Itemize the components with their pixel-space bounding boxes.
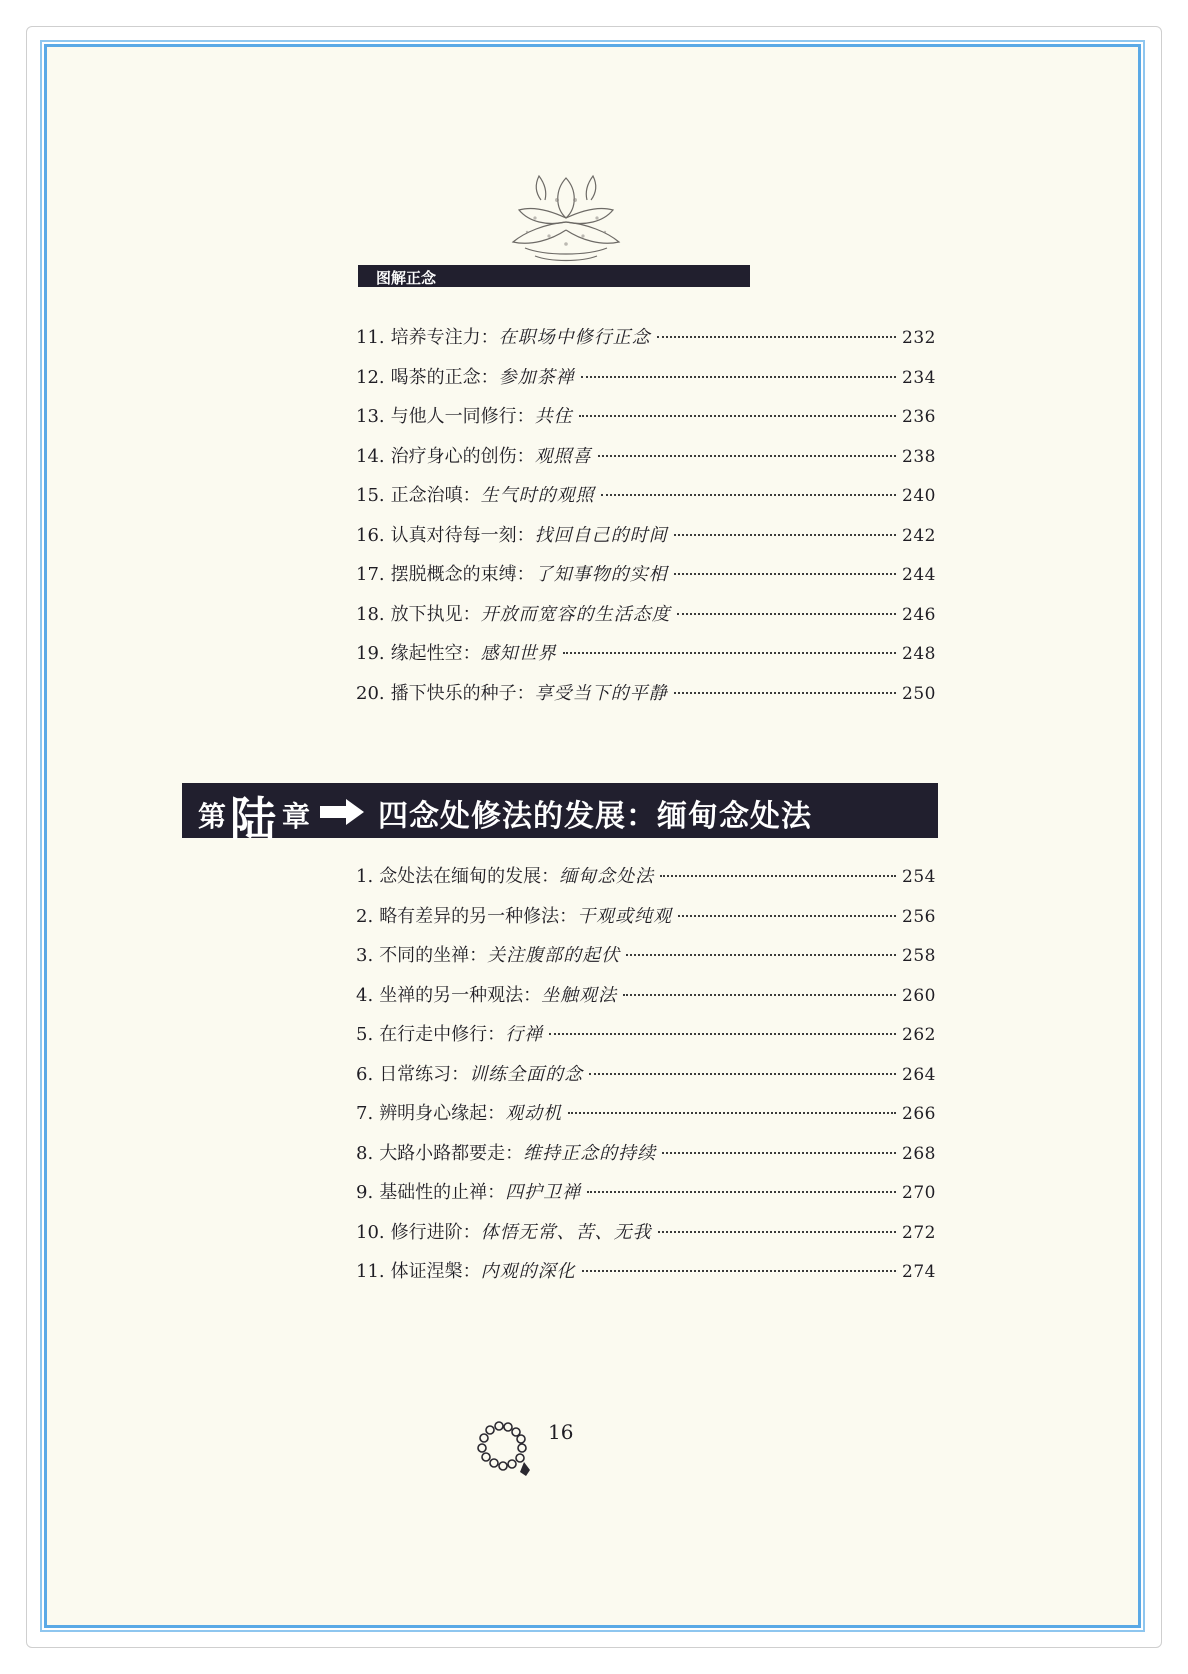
toc-entry-subtitle: 干观或纯观 xyxy=(577,905,673,927)
toc-entry xyxy=(356,679,936,719)
toc-entry-number: 17. xyxy=(356,564,385,585)
toc-entry-heading: 体证涅槃： xyxy=(390,1261,481,1282)
toc-entry-subtitle: 找回自己的时间 xyxy=(534,524,668,546)
toc-entry-page: 248 xyxy=(902,644,936,664)
toc-entry xyxy=(356,941,936,981)
toc-entry-heading: 喝茶的正念： xyxy=(390,366,499,388)
toc-entry-heading: 与他人一同修行： xyxy=(390,406,535,427)
toc-entry-subtitle: 维持正念的持续 xyxy=(523,1142,657,1164)
toc-leader-dots xyxy=(658,1231,896,1233)
toc-entry-heading: 辨明身心缘起： xyxy=(379,1103,506,1124)
toc-entry-page: 236 xyxy=(902,407,936,427)
toc-entry xyxy=(356,442,936,482)
toc-entry-heading: 大路小路都要走： xyxy=(379,1142,524,1164)
toc-entry-title xyxy=(356,442,535,468)
chapter-title: 四念处修法的发展：缅甸念处法 xyxy=(378,799,812,834)
toc-entry-subtitle: 内观的深化 xyxy=(480,1261,576,1282)
toc-entry-title xyxy=(356,1060,469,1086)
toc-leader-dots xyxy=(582,1270,896,1272)
toc-leader-dots xyxy=(598,455,896,457)
toc-list-chapter xyxy=(356,862,936,1297)
toc-entry-title xyxy=(356,1218,481,1244)
toc-entry-subtitle: 观照喜 xyxy=(534,445,592,467)
toc-entry-subtitle: 缅甸念处法 xyxy=(559,866,655,887)
toc-entry-heading: 略有差异的另一种修法： xyxy=(379,905,578,927)
right-arrow-icon xyxy=(318,797,366,827)
toc-entry-subtitle: 观动机 xyxy=(505,1103,563,1124)
toc-entry-heading: 不同的坐禅： xyxy=(379,945,488,966)
toc-leader-dots xyxy=(662,1152,896,1154)
toc-entry xyxy=(356,639,936,679)
toc-entry-subtitle: 感知世界 xyxy=(480,643,557,664)
toc-entry-title xyxy=(356,363,499,389)
toc-entry-title xyxy=(356,1178,505,1204)
toc-entry-number: 1. xyxy=(356,866,374,887)
toc-leader-dots xyxy=(581,376,896,378)
toc-entry-heading: 坐禅的另一种观法： xyxy=(379,984,542,1006)
toc-entry xyxy=(356,981,936,1021)
chapter-prefix: 第 xyxy=(198,800,227,833)
toc-entry-page: 242 xyxy=(902,525,936,546)
toc-entry-page: 266 xyxy=(902,1104,936,1124)
toc-entry-title xyxy=(356,981,541,1007)
running-head-title: 图解正念 xyxy=(376,269,437,287)
toc-entry-page: 238 xyxy=(902,446,936,467)
toc-leader-dots xyxy=(678,915,896,917)
toc-entry xyxy=(356,1060,936,1100)
toc-entry xyxy=(356,363,936,403)
toc-leader-dots xyxy=(626,954,896,956)
toc-entry-title xyxy=(356,402,535,428)
toc-entry-subtitle: 参加茶禅 xyxy=(498,366,575,388)
toc-entry-page: 234 xyxy=(902,367,936,388)
toc-entry-number: 11. xyxy=(356,1261,385,1282)
toc-leader-dots xyxy=(587,1191,896,1193)
toc-entry-heading: 念处法在缅甸的发展： xyxy=(379,866,560,887)
toc-entry xyxy=(356,560,936,600)
toc-entry xyxy=(356,1218,936,1258)
toc-entry-page: 232 xyxy=(902,328,936,348)
toc-entry-subtitle: 了知事物的实相 xyxy=(534,564,668,585)
toc-entry-number: 4. xyxy=(356,984,374,1006)
toc-entry-title xyxy=(356,902,577,928)
toc-entry xyxy=(356,1257,936,1297)
toc-entry-number: 2. xyxy=(356,905,374,927)
toc-entry-title xyxy=(356,481,481,507)
toc-entry-number: 9. xyxy=(356,1182,374,1203)
toc-entry-heading: 认真对待每一刻： xyxy=(390,524,535,546)
toc-entry-number: 19. xyxy=(356,643,385,664)
toc-entry-title xyxy=(356,639,481,665)
toc-leader-dots xyxy=(589,1073,896,1075)
toc-entry-title xyxy=(356,941,487,967)
toc-entry-page: 256 xyxy=(902,906,936,927)
lotus-icon xyxy=(505,170,627,265)
running-head-bar xyxy=(358,265,750,287)
toc-entry xyxy=(356,1139,936,1179)
toc-entry-title xyxy=(356,862,559,888)
page-number: 16 xyxy=(548,1420,574,1444)
toc-entry-heading: 放下执见： xyxy=(390,603,481,625)
toc-entry-heading: 治疗身心的创伤： xyxy=(390,445,535,467)
toc-entry-title xyxy=(356,1257,481,1283)
toc-entry-title xyxy=(356,560,535,586)
toc-entry-title xyxy=(356,521,535,547)
toc-entry xyxy=(356,862,936,902)
toc-entry-subtitle: 关注腹部的起伏 xyxy=(487,945,621,966)
toc-entry-heading: 在行走中修行： xyxy=(379,1024,506,1045)
toc-entry-subtitle: 享受当下的平静 xyxy=(534,682,668,704)
toc-entry-heading: 播下快乐的种子： xyxy=(390,682,535,704)
toc-leader-dots xyxy=(579,415,896,417)
chapter-numeral: 陆 xyxy=(230,792,276,846)
toc-leader-dots xyxy=(563,652,896,654)
toc-entry-title xyxy=(356,679,535,705)
toc-entry-page: 260 xyxy=(902,985,936,1006)
toc-entry xyxy=(356,1099,936,1139)
toc-entry-number: 12. xyxy=(356,366,385,388)
toc-entry-subtitle: 共住 xyxy=(534,406,573,427)
toc-entry-subtitle: 在职场中修行正念 xyxy=(498,327,651,348)
toc-entry-subtitle: 行禅 xyxy=(505,1024,544,1045)
toc-entry-page: 268 xyxy=(902,1143,936,1164)
toc-leader-dots xyxy=(549,1033,896,1035)
toc-entry-subtitle: 生气时的观照 xyxy=(480,485,595,506)
toc-entry-number: 18. xyxy=(356,603,385,625)
toc-entry-subtitle: 开放而宽容的生活态度 xyxy=(480,603,671,625)
toc-entry xyxy=(356,521,936,561)
toc-entry-number: 20. xyxy=(356,682,385,704)
toc-leader-dots xyxy=(657,336,896,338)
toc-entry-subtitle: 坐触观法 xyxy=(541,984,618,1006)
toc-entry xyxy=(356,1020,936,1060)
toc-entry-heading: 正念治嗔： xyxy=(390,485,481,506)
toc-entry-page: 254 xyxy=(902,867,936,887)
toc-leader-dots xyxy=(674,534,896,536)
toc-entry-title xyxy=(356,1020,505,1046)
toc-list-continued xyxy=(356,323,936,718)
toc-entry-title xyxy=(356,600,481,626)
toc-leader-dots xyxy=(677,613,896,615)
toc-entry-subtitle: 四护卫禅 xyxy=(505,1182,582,1203)
toc-entry xyxy=(356,481,936,521)
toc-entry-heading: 摆脱概念的束缚： xyxy=(390,564,535,585)
toc-entry-page: 264 xyxy=(902,1064,936,1085)
toc-entry-number: 5. xyxy=(356,1024,374,1045)
toc-entry-page: 250 xyxy=(902,683,936,704)
toc-entry xyxy=(356,600,936,640)
chapter-banner xyxy=(182,783,938,846)
toc-entry-page: 270 xyxy=(902,1183,936,1203)
toc-entry-number: 3. xyxy=(356,945,374,966)
toc-entry-subtitle: 体悟无常、苦、无我 xyxy=(480,1221,652,1243)
toc-leader-dots xyxy=(674,573,896,575)
toc-entry-number: 11. xyxy=(356,327,385,348)
toc-entry-page: 246 xyxy=(902,604,936,625)
toc-entry-heading: 日常练习： xyxy=(379,1063,470,1085)
toc-entry xyxy=(356,902,936,942)
toc-entry-heading: 基础性的止禅： xyxy=(379,1182,506,1203)
toc-entry-title xyxy=(356,323,499,349)
toc-leader-dots xyxy=(623,994,896,996)
toc-entry xyxy=(356,323,936,363)
toc-entry xyxy=(356,402,936,442)
toc-entry-number: 15. xyxy=(356,485,385,506)
toc-entry-heading: 修行进阶： xyxy=(390,1221,481,1243)
toc-entry-page: 244 xyxy=(902,565,936,585)
toc-entry-heading: 培养专注力： xyxy=(390,327,499,348)
toc-entry-number: 6. xyxy=(356,1063,374,1085)
toc-entry-page: 262 xyxy=(902,1025,936,1045)
toc-entry-page: 274 xyxy=(902,1262,936,1282)
toc-entry-number: 7. xyxy=(356,1103,374,1124)
toc-leader-dots xyxy=(568,1112,896,1114)
toc-entry-page: 258 xyxy=(902,946,936,966)
toc-leader-dots xyxy=(660,875,896,877)
toc-entry-title xyxy=(356,1139,523,1165)
toc-entry-number: 13. xyxy=(356,406,385,427)
toc-entry-page: 272 xyxy=(902,1222,936,1243)
toc-entry-number: 10. xyxy=(356,1221,385,1243)
toc-entry xyxy=(356,1178,936,1218)
toc-entry-page: 240 xyxy=(902,486,936,506)
toc-leader-dots xyxy=(601,494,896,496)
toc-entry-number: 14. xyxy=(356,445,385,467)
toc-entry-title xyxy=(356,1099,505,1125)
toc-leader-dots xyxy=(674,692,896,694)
toc-entry-subtitle: 训练全面的念 xyxy=(469,1063,584,1085)
chapter-suffix: 章 xyxy=(282,800,311,833)
toc-entry-number: 8. xyxy=(356,1142,374,1164)
toc-entry-heading: 缘起性空： xyxy=(390,643,481,664)
toc-entry-number: 16. xyxy=(356,524,385,546)
